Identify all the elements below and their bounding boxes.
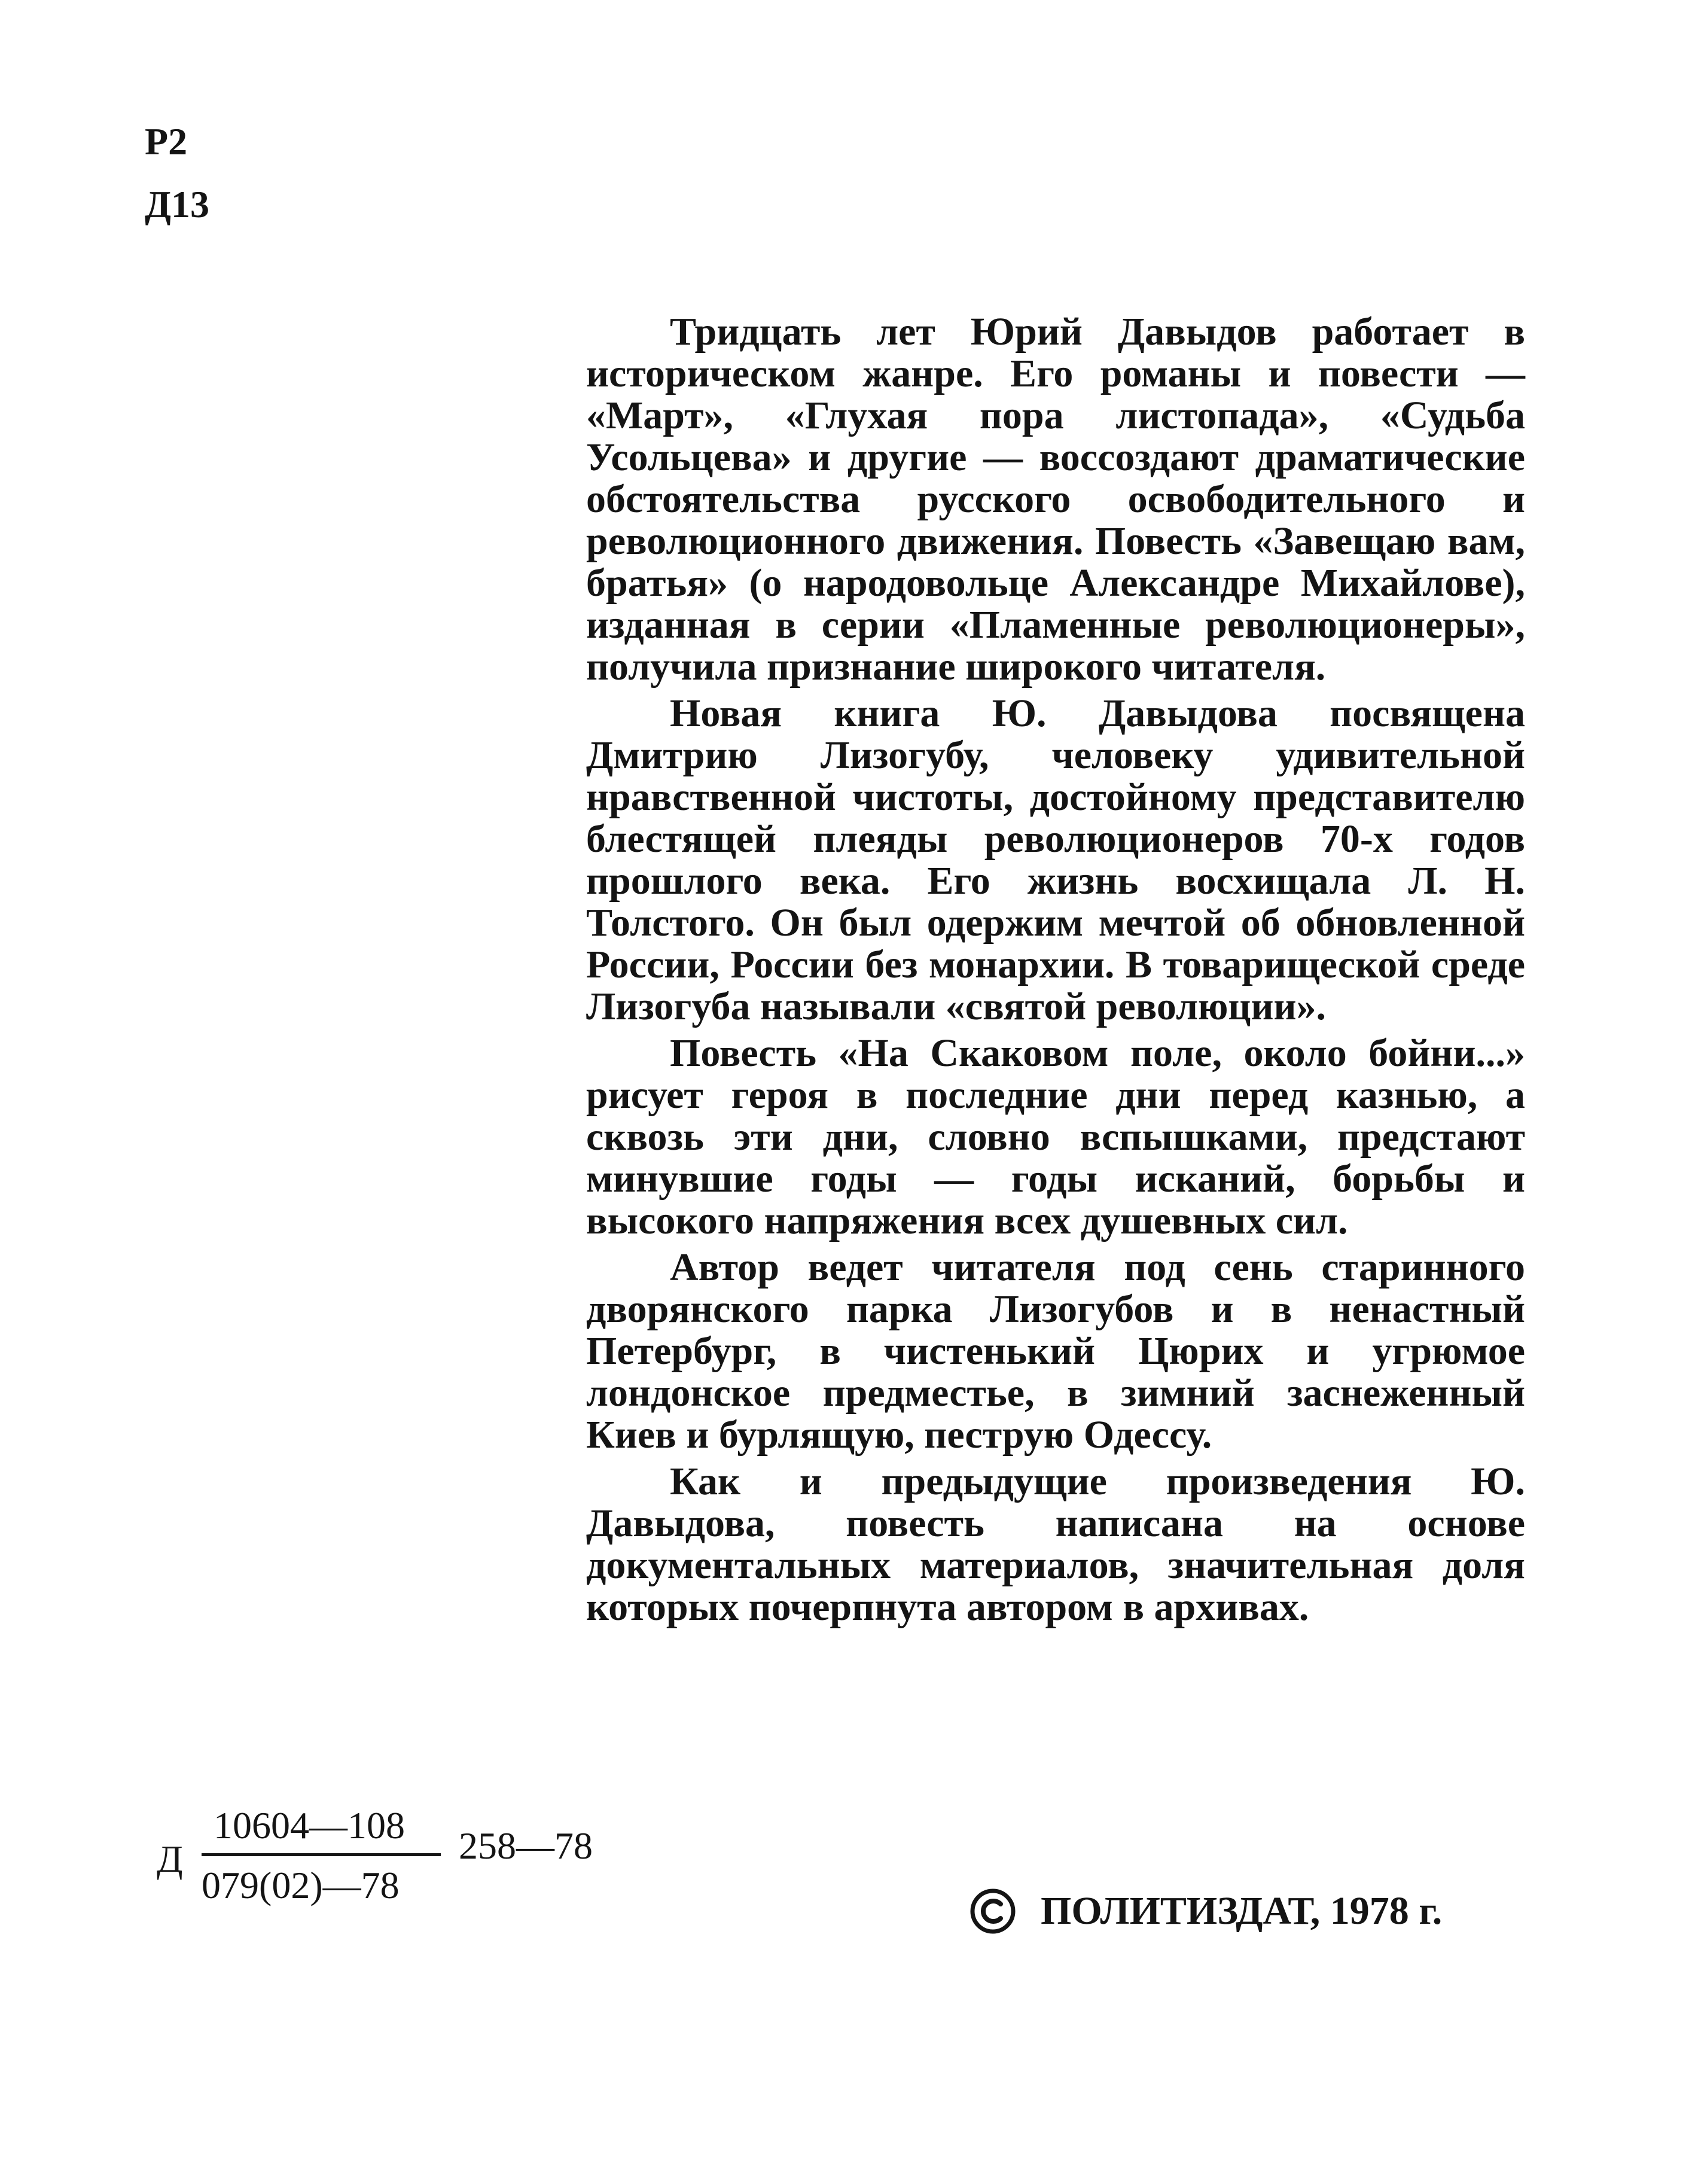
- annotation-paragraph: Автор ведет читателя под сень старинного дворянского парка Лизогубов и в ненастный Петербург, в чистенький Цюрих и угрюмое лондонское предместье, в зимний заснеженный Киев и бурлящую, пеструю Одессу.: [586, 1245, 1525, 1457]
- index-suffix: 258—78: [459, 1824, 593, 1867]
- annotation-text: [586, 311, 1525, 1633]
- classification-code-2: Д13: [145, 183, 210, 226]
- index-numerator: 10604—108: [214, 1804, 405, 1847]
- copyright-icon: [969, 1887, 1017, 1935]
- copyright-line: [969, 1887, 1442, 1935]
- fraction-divider: [202, 1853, 441, 1856]
- annotation-paragraph: Новая книга Ю. Давыдова посвящена Дмитрию Лизогубу, человеку удивительной нравственной чистоты, достойному представителю блестящей плеяды революционеров 70-х годов прошлого века. Его жизнь восхищала Л. Н. Толстого. Он был одержим мечтой об обновленной России, России без монархии. В товарищеской среде Лизогуба называли «святой революции».: [586, 692, 1525, 1028]
- classification-code-1: Р2: [145, 120, 188, 163]
- annotation-paragraph: Тридцать лет Юрий Давыдов работает в историческом жанре. Его романы и повести — «Март», «Глухая пора листопада», «Судьба Усольцева» и другие — воссоздают драматические обстоятельства русского освободительного и революционного движения. Повесть «Завещаю вам, братья» (о народовольце Александре Михайлове), изданная в серии «Пламенные революционеры», получила признание широкого читателя.: [586, 310, 1525, 689]
- index-denominator: 079(02)—78: [202, 1864, 400, 1906]
- annotation-paragraph: Повесть «На Скаковом поле, около бойни...» рисует героя в последние дни перед казнью, а сквозь эти дни, словно вспышками, предстают минувшие годы — годы исканий, борьбы и высокого напряжения всех душевных сил.: [586, 1031, 1525, 1242]
- annotation-paragraph: Как и предыдущие произведения Ю. Давыдова, повесть написана на основе документальных материалов, значительная доля которых почерпнута автором в архивах.: [586, 1460, 1525, 1629]
- publisher-text: ПОЛИТИЗДАТ, 1978 г.: [1041, 1889, 1443, 1933]
- index-letter: Д: [157, 1838, 183, 1880]
